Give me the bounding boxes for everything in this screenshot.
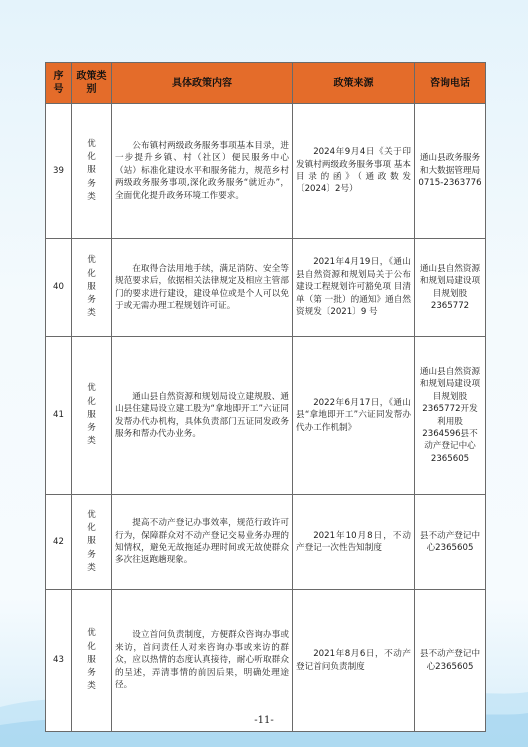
row-source: 2021年4月19日，《通山县自然资源和规划局关于公布建设工程规划许可豁免项 目清单（第 一批）的通知》通自然资规发〔2021〕9 号 bbox=[293, 239, 415, 337]
row-num: 39 bbox=[46, 104, 72, 239]
row-source: 2022年6月17日，《通山县“拿地即开工”六证同发帮办代办工作机制》 bbox=[293, 337, 415, 495]
header-source: 政策来源 bbox=[293, 63, 415, 104]
row-num: 43 bbox=[46, 590, 72, 732]
row-content: 通山县自然资源和规划局设立建规股、通山县住建局设立建工股为“拿地即开工”六证同发帮办代办机构，具体负责部门五证同发政务服务和帮办代办业务。 bbox=[112, 337, 293, 495]
row-num: 42 bbox=[46, 495, 72, 590]
row-category: 优化服务类 bbox=[72, 239, 112, 337]
policy-table bbox=[45, 62, 486, 732]
row-source: 2021年8月6日，不动产登记首问负责制度 bbox=[293, 590, 415, 732]
row-phone: 通山县自然资源和规划局建设项目规划股2365772开发利用股2364596县不动产登记中心2365605 bbox=[415, 337, 486, 495]
row-num: 41 bbox=[46, 337, 72, 495]
row-phone: 县不动产登记中心2365605 bbox=[415, 590, 486, 732]
row-content: 在取得合法用地手续，满足消防、安全等规范要求后，依据相关法律规定及相应主管部门的要求进行建设，建设单位或是个人可以免于或无需办理工程规划许可证。 bbox=[112, 239, 293, 337]
row-phone: 通山县政务服务和大数据管理局0715-2363776 bbox=[415, 104, 486, 239]
row-source: 2024年9月4日《关于印发镇村两级政务服务事项 基本目录的函》（通政数发〔2024〕2号） bbox=[293, 104, 415, 239]
table-row bbox=[46, 239, 486, 337]
row-content: 公布镇村两级政务服务事项基本目录，进一步提升乡镇、村（社区）便民服务中心（站）标准化建设水平和服务能力，规范乡村两级政务服务事项,深化政务服务“就近办”，全面优化提升政务环境工作要求。 bbox=[112, 104, 293, 239]
table-row bbox=[46, 104, 486, 239]
header-phone: 咨询电话 bbox=[415, 63, 486, 104]
table-row bbox=[46, 495, 486, 590]
header-category: 政策类别 bbox=[72, 63, 112, 104]
table-header-row bbox=[46, 63, 486, 104]
header-num: 序号 bbox=[46, 63, 72, 104]
row-num: 40 bbox=[46, 239, 72, 337]
row-phone: 县不动产登记中心2365605 bbox=[415, 495, 486, 590]
page-number: -11- bbox=[254, 715, 274, 726]
header-content: 具体政策内容 bbox=[112, 63, 293, 104]
row-category: 优化服务类 bbox=[72, 495, 112, 590]
table-row bbox=[46, 337, 486, 495]
row-category: 优化服务类 bbox=[72, 104, 112, 239]
table-row bbox=[46, 590, 486, 732]
row-category: 优化服务类 bbox=[72, 337, 112, 495]
row-content: 提高不动产登记办事效率，规范行政许可行为，保障群众对不动产登记交易业务办理的知情权，避免无故拖延办理时间或无故使群众多次往返跑趟现象。 bbox=[112, 495, 293, 590]
row-category: 优化服务类 bbox=[72, 590, 112, 732]
row-content: 设立首问负责制度，方便群众咨询办事或来访，首问责任人对来咨询办事或来访的群众，应以热情的态度认真接待，耐心听取群众的呈述，弄清事情的前因后果，明确处理途径。 bbox=[112, 590, 293, 732]
row-source: 2021年10月8日，不动产登记一次性告知制度 bbox=[293, 495, 415, 590]
row-phone: 通山县自然资源和规划局建设项目规划股2365772 bbox=[415, 239, 486, 337]
